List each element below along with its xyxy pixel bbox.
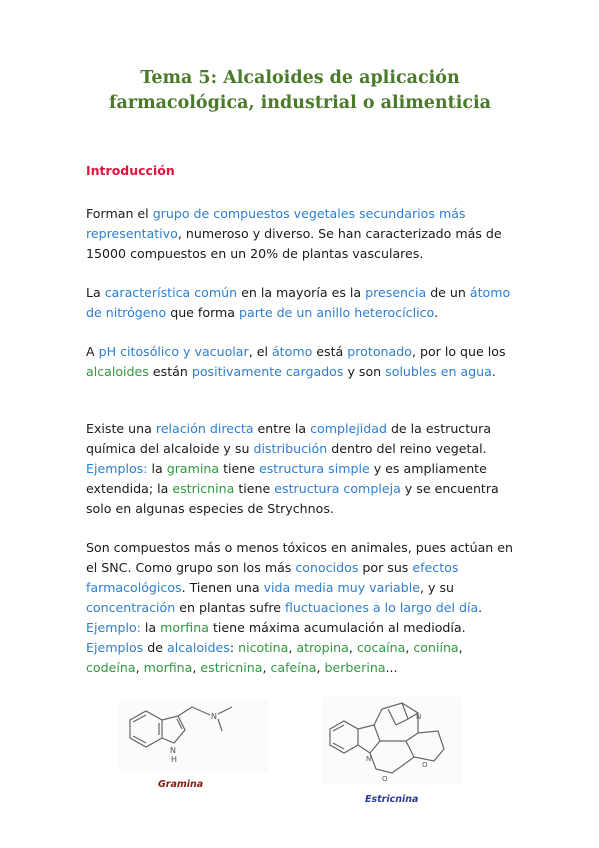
estricnina-caption: Estricnina — [365, 794, 419, 805]
title-line-2: farmacológica, industrial o alimenticia — [108, 93, 492, 113]
gramina-amine-nitrogen-label: N — [211, 712, 217, 721]
paragraph-5: Son compuestos más o menos tóxicos en animales, pues actúan en el SNC. Como grupo son los más conocidos por sus efectos farmacológicos. Tienen una vida media muy variable, y su concentración en plantas sufre fluctuaciones a lo largo del día. Ejemplo: la morfina tiene máxima acumulación al mediodía. Ejemplos de alcaloides: nicotina, atropina, cocaína, coniína, codeína, morfina, estricnina, cafeína, berberina... — [86, 540, 514, 675]
gramina-hydrogen-label: H — [171, 755, 178, 764]
estricnina-oxygen-label: O — [422, 761, 428, 769]
paragraph-2: La característica común en la mayoría es la presencia de un átomo de nitrógeno que forma parte de un anillo heterocíclico. — [86, 285, 511, 320]
gramina-nitrogen-label: N — [170, 746, 176, 755]
estricnina-amine-nitrogen-label: N — [416, 713, 422, 721]
paragraph-3: A pH citosólico y vacuolar, el átomo está protonado, por lo que los alcaloides están positivamente cargados y son solubles en agua. — [86, 344, 506, 379]
title-line-1: Tema 5: Alcaloides de aplicación — [140, 68, 460, 88]
section-heading: Introducción — [86, 163, 175, 178]
paragraph-1: Forman el grupo de compuestos vegetales secundarios más representativo, numeroso y diverso. Se han caracterizado más de 15000 compuestos en un 20% de plantas vasculares. — [86, 206, 502, 261]
gramina-structure-image — [118, 700, 268, 772]
gramina-caption: Gramina — [158, 779, 204, 790]
estricnina-structure-image — [322, 697, 462, 785]
paragraph-4: Existe una relación directa entre la complejidad de la estructura química del alcaloide y su distribución dentro del reino vegetal. Ejemplos: la gramina tiene estructura simple y es ampliamente extendida; la estricnina tiene estructura compleja y se encuentra solo en algunas especies de Strychnos. — [86, 421, 499, 516]
page-title — [70, 66, 530, 116]
estricnina-nitrogen-label: N — [366, 755, 372, 763]
estricnina-carbonyl-oxygen-label: O — [382, 775, 388, 783]
